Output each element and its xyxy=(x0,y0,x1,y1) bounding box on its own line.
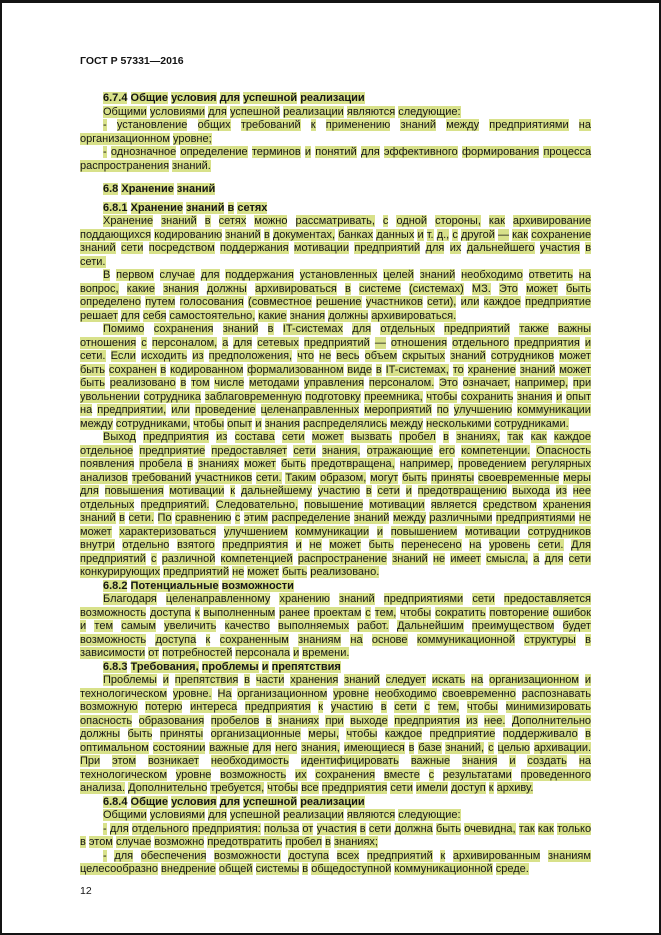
heading-6-8-4: 6.8.4 Общие условия для успешной реализации xyxy=(103,795,365,808)
list-item-single-enterprise: - для отдельного предприятия: польза от участия в сети должна быть очевидна, так как только в этом случае возможно предотвратить пробел в знаниях; xyxy=(80,822,592,848)
list-item-common-system: - для обеспечения возможности доступа всех предприятий к архивированным знаниям целесообразно внедрение общей системы в общедоступной коммуникационной среде. xyxy=(80,849,591,875)
document-body xyxy=(80,92,591,877)
page-number: 12 xyxy=(80,884,92,897)
paragraph-problems-obstacles: Проблемы и препятствия в части хранения знаний следует искать на организационном и технологическом уровне. На организационном уровне необходимо своевременно распознавать возможную потерю интереса предприятия к участию в сети с тем, чтобы минимизировать опасность образования пробелов в знаниях при выходе предприятия из нее. Дополнительно должны быть приняты организационные меры, чтобы каждое предприятие поддерживало в оптимальном состоянии важные для него знания, имеющиеся в базе знаний, с целью архивации. При этом возникает необходимость идентифицировать важные знания и создать на технологическом уровне возможность их сохранения вместе с результатами проведенного анализа. Дополнительно требуется, чтобы все предприятия сети имели доступ к архиву. xyxy=(80,674,592,794)
paragraph-archiving-question: В первом случае для поддержания установленных целей знаний необходимо ответить на вопрос, какие знания должны архивироваться в системе (системах) МЗ. Это может быть определено путем голосования (совместное решение участников сети), или каждое предприятие решает для себя самостоятельно, какие знания должны архивироваться. xyxy=(80,269,592,322)
paragraph-network-exit-gap: Выход предприятия из состава сети может вызвать пробел в знаниях, так как каждое отдельное предприятие предоставляет сети знания, отражающие его компетенции. Опасность появления пробела в знаниях может быть предотвращена, например, проведением регулярных анализов требований участников сети. Таким образом, могут быть приняты своевременные меры для повышения мотивации к дальнейшему участию в сети и предотвращению выхода из нее отдельных предприятий. Следовательно, повышение мотивации является средством хранения знаний в сети. По сравнению с этим распределение знаний между различными предприятиями не может характеризоваться улучшением коммуникации и повышением мотивации сотрудников внутри отдельно взятого предприятия и не может быть перенесено на уровень сети. Для предприятий с различной компетенцией распространение знаний не имеет смысла, а для сети конкурирующих предприятий не может быть реализовано. xyxy=(80,431,592,578)
paragraph-it-systems-personnel: Помимо сохранения знаний в IT-системах для отдельных предприятий также важны отношения с персоналом, а для сетевых предприятий — отношения отдельного предприятия и сети. Если исходить из предположения, что не весь объем скрытых знаний сотрудников может быть сохранен в кодированном формализованном виде в IT-системах, то хранение знаний может быть реализовано в том числе методами управления персоналом. Это означает, например, при увольнении сотрудника заблаговременную подготовку преемника, чтобы сохранить знания и опыт на предприятии, или проведение целенаправленных мероприятий по улучшению коммуникации между сотрудниками, чтобы опыт и знания распределялись между несколькими сотрудниками. xyxy=(80,323,592,430)
heading-6-8-2: 6.8.2 Потенциальные возможности xyxy=(103,579,294,592)
list-item-common-requirements: - установление общих требований к применению знаний между предприятиями на организационном уровне; xyxy=(80,119,591,145)
heading-6-8-1: 6.8.1 Хранение знаний в сетях xyxy=(103,201,268,214)
heading-6-8-3: 6.8.3 Требования, проблемы и препятствия xyxy=(103,660,341,673)
paragraph-storage-overview: Хранение знаний в сетях можно рассматривать, с одной стороны, как архивирование поддающихся кодированию знаний в документах, банках данных и т. д., с другой — как сохранение знаний сети посредством поддержания мотивации предприятий для их дальнейшего участия в сети. xyxy=(80,215,592,268)
heading-6-7-4: 6.7.4 Общие условия для успешной реализации xyxy=(103,92,365,104)
document-header: ГОСТ Р 57331—2016 xyxy=(80,55,184,67)
paragraph-conditions-intro-2: Общими условиями для успешной реализации являются следующие: xyxy=(103,809,461,821)
paragraph-potential-benefits: Благодаря целенаправленному хранению знаний предприятиями сети предоставляется возможность доступа к выполненным ранее проектам с тем, чтобы сократить повторение ошибок и тем самым увеличить качество выполняемых работ. Дальнейшим преимуществом будет возможность доступа к сохраненным знаниям на основе коммуникационной структуры в зависимости от потребностей персонала и времени. xyxy=(80,593,591,659)
paragraph-conditions-intro: Общими условиями для успешной реализации являются следующие: xyxy=(103,105,461,118)
heading-6-8: 6.8 Хранение знаний xyxy=(103,183,216,195)
list-item-terms-definition: - однозначное определение терминов и понятий для эффективного формирования процесса распространения знаний. xyxy=(80,146,592,172)
